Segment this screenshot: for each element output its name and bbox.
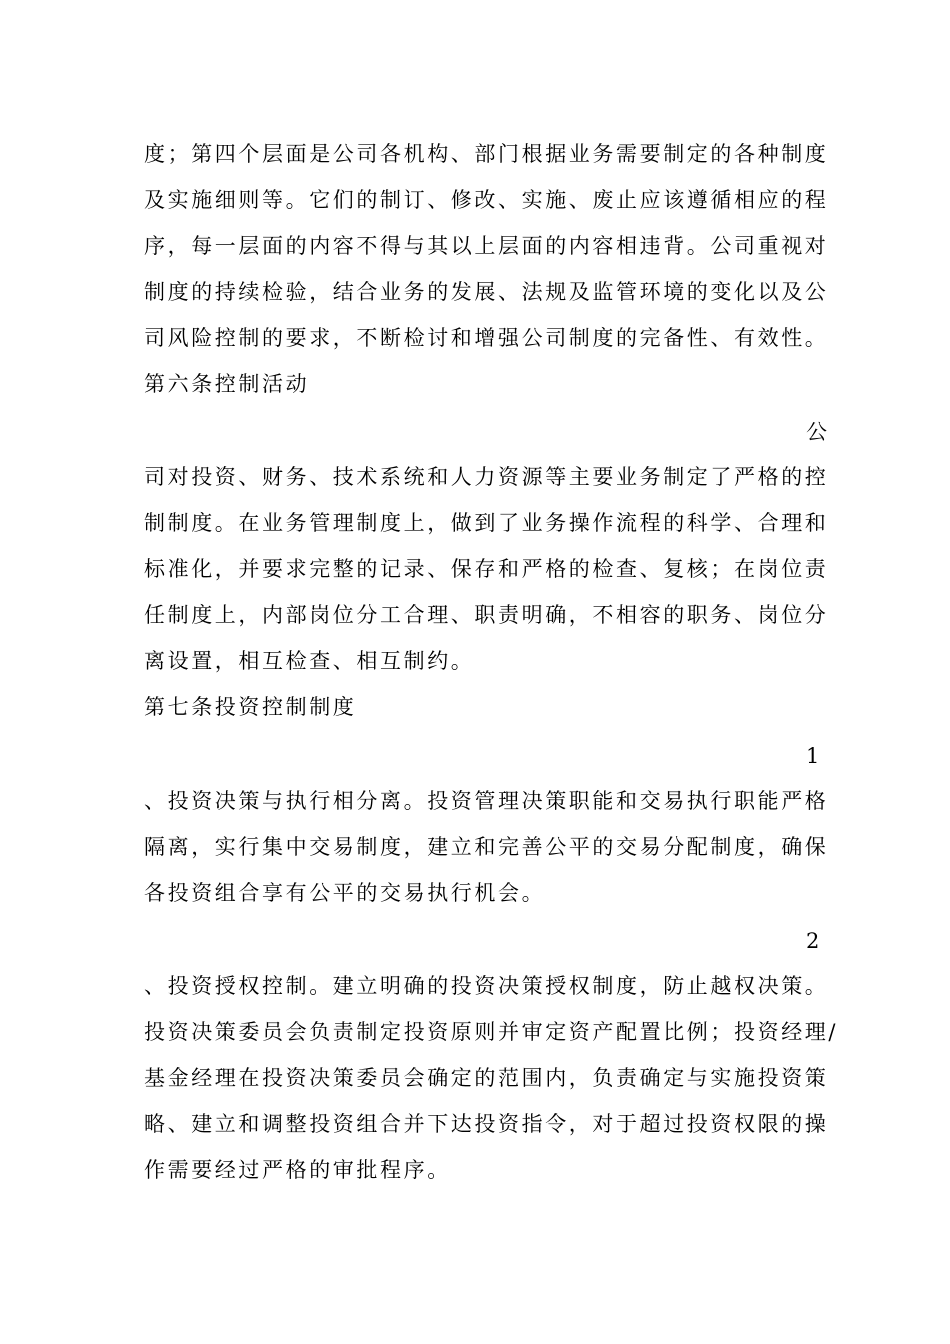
item-number-2: 2 [806, 929, 820, 953]
paragraph-line: 任制度上，内部岗位分工合理、职责明确，不相容的职务、岗位分 [144, 603, 829, 627]
section-heading-6: 第六条控制活动 [144, 372, 310, 396]
paragraph-line: 制制度。在业务管理制度上，做到了业务操作流程的科学、合理和 [144, 511, 829, 535]
paragraph-line: 、投资授权控制。建立明确的投资决策授权制度，防止越权决策。 [144, 974, 829, 998]
paragraph-line: 及实施细则等。它们的制订、修改、实施、废止应该遵循相应的程 [144, 188, 829, 212]
paragraph-line: 离设置，相互检查、相互制约。 [144, 649, 475, 673]
paragraph-line: 作需要经过严格的审批程序。 [144, 1158, 451, 1182]
paragraph-line: 略、建立和调整投资组合并下达投资指令，对于超过投资权限的操 [144, 1112, 829, 1136]
item-number-1: 1 [806, 744, 820, 768]
paragraph-line: 度；第四个层面是公司各机构、部门根据业务需要制定的各种制度 [144, 142, 829, 166]
paragraph-line: 司对投资、财务、技术系统和人力资源等主要业务制定了严格的控 [144, 465, 829, 489]
paragraph-line: 制度的持续检验，结合业务的发展、法规及监管环境的变化以及公 [144, 280, 829, 304]
paragraph-line: 基金经理在投资决策委员会确定的范围内，负责确定与实施投资策 [144, 1066, 829, 1090]
section-heading-7: 第七条投资控制制度 [144, 695, 357, 719]
paragraph-line: 隔离，实行集中交易制度，建立和完善公平的交易分配制度，确保 [144, 835, 829, 859]
paragraph-line: 、投资决策与执行相分离。投资管理决策职能和交易执行职能严格 [144, 789, 829, 813]
wrapped-marker-gong: 公 [806, 420, 827, 444]
paragraph-line: 标准化，并要求完整的记录、保存和严格的检查、复核；在岗位责 [144, 557, 829, 581]
paragraph-line: 投资决策委员会负责制定投资原则并审定资产配置比例；投资经理/ [144, 1020, 839, 1044]
paragraph-line: 司风险控制的要求，不断检讨和增强公司制度的完备性、有效性。 [144, 326, 829, 350]
paragraph-line: 各投资组合享有公平的交易执行机会。 [144, 881, 546, 905]
paragraph-line: 序，每一层面的内容不得与其以上层面的内容相违背。公司重视对 [144, 234, 829, 258]
